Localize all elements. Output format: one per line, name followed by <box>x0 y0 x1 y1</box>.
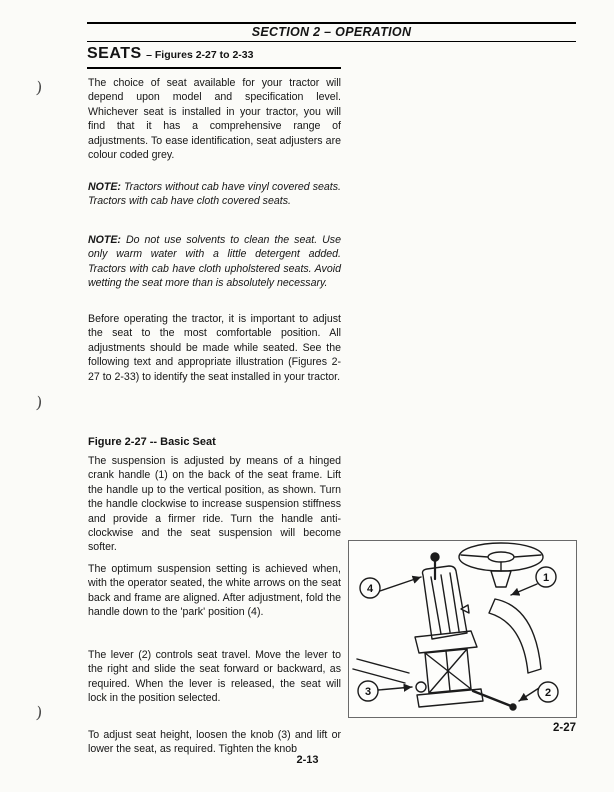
scan-mark: ) <box>35 77 44 98</box>
callout-3: 3 <box>364 686 372 698</box>
basic-seat-drawing <box>349 541 576 717</box>
section-header: SECTION 2 – OPERATION <box>251 25 412 39</box>
paragraph-optimum-setting: The optimum suspension setting is achieved when, with the operator seated, the white arrows on the seat back and frame are aligned. After adjustment, fold the handle down to the 'park' position (4). <box>88 563 341 619</box>
seat-back <box>423 566 470 639</box>
crank-handle-icon <box>431 553 439 579</box>
height-knob-icon <box>416 682 426 692</box>
note-text: Do not use solvents to clean the seat. Use only warm water with a little detergent added. Tractors with cab have cloth upholstered seats. Avoid wetting the seat more than is absolutely necessary. <box>88 234 341 290</box>
paragraph-seat-travel: The lever (2) controls seat travel. Move the lever to the right and slide the seat forward or backward, as required. When the lever is released, the seat will lock in the position selected. <box>88 649 341 705</box>
note-label: NOTE: <box>88 234 121 246</box>
figure-2-27-illustration <box>348 540 577 718</box>
note-cleaning <box>88 233 341 291</box>
paragraph-seat-choice: The choice of seat available for your tractor will depend upon model and specification level. Whichever seat is installed in your tractor, you will find that it has a comprehensive range of adjustments. To ease identification, seat adjusters are colour coded grey. <box>88 77 341 162</box>
seats-title-suffix: – Figures 2-27 to 2-33 <box>146 49 254 61</box>
note-label: NOTE: <box>88 181 121 193</box>
paragraph-before-operating: Before operating the tractor, it is important to adjust the seat to the most comfortable position. All adjustments should be made while seated. See the following text and appropriate illustration (Figures 2-27 to 2-33) to identify the seat installed in your tractor. <box>88 313 341 383</box>
figure-2-27-heading: Figure 2-27 -- Basic Seat <box>88 436 216 448</box>
header-rule-bottom <box>87 41 576 42</box>
callout-4: 4 <box>366 583 374 595</box>
note-seat-covers <box>88 180 341 209</box>
seats-title: SEATS <box>87 45 142 62</box>
scan-mark: ) <box>35 702 44 723</box>
suspension-frame <box>425 649 471 693</box>
scan-mark: ) <box>35 392 44 413</box>
paragraph-seat-height: To adjust seat height, loosen the knob (3) and lift or lower the seat, as required. Tighten the knob <box>88 729 341 756</box>
steering-wheel-icon <box>459 543 543 587</box>
fender-outline <box>489 599 541 673</box>
figure-number: 2-27 <box>552 722 576 734</box>
page-number: 2-13 <box>296 754 319 766</box>
note-text: Tractors without cab have vinyl covered seats. Tractors with cab have cloth covered seats. <box>88 181 341 208</box>
seats-heading <box>87 45 341 69</box>
paragraph-suspension: The suspension is adjusted by means of a hinged crank handle (1) on the back of the seat frame. Lift the handle up to the vertical position, as shown. Turn the handle clockwise to increase suspension stiffness and provide a firmer ride. Turn the handle anti-clockwise and the seat suspension will become softer. <box>88 455 341 554</box>
callout-2: 2 <box>544 687 552 699</box>
floor-lines <box>353 659 409 683</box>
travel-lever-icon <box>473 691 516 710</box>
callout-1: 1 <box>542 572 550 584</box>
header-rule-top <box>87 22 576 24</box>
